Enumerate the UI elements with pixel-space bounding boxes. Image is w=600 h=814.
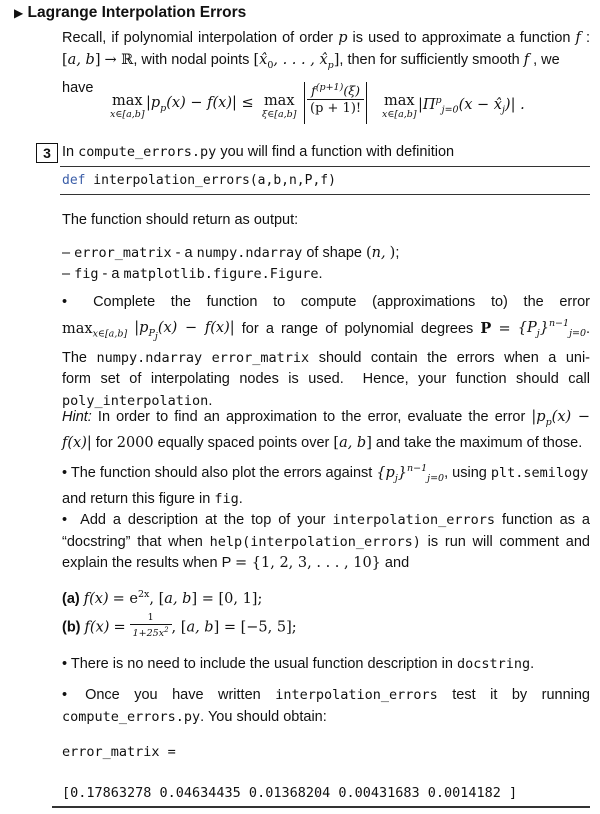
task-number-box: 3 [36, 143, 58, 163]
recall-line-1: Recall, if polynomial interpolation of order p is used to approximate a function f : [62, 30, 591, 46]
bullet-4: • There is no need to include the usual function description in docstring. [62, 656, 535, 672]
formula-fraction-abs [304, 82, 367, 124]
section-title: Lagrange Interpolation Errors [27, 4, 247, 21]
formula-max-3: max x∈[a,b] [382, 93, 417, 120]
triangle-marker-icon: ▶ [14, 6, 24, 20]
hint-paragraph [62, 407, 590, 455]
bullet-2-line-2: and return this figure in fig. [62, 491, 243, 508]
case-b-label: (b) [62, 619, 81, 636]
output-heading: The function should return as output: [62, 212, 299, 228]
bullet-5 [62, 685, 590, 728]
output-item-1: – error_matrix - a numpy.ndarray of shape (n, ); [62, 245, 400, 261]
case-b-fraction: $\frac{1}{1+25x^2}$ [130, 612, 172, 639]
task-file-name: compute_errors.py [78, 144, 217, 160]
output-item-2: – fig - a matplotlib.figure.Figure. [62, 266, 323, 282]
formula-fraction: $\frac{f^{(p+1)}(\xi)}{(p + 1)!}$ [307, 82, 364, 116]
bullet-3-line-2: “docstring” that when help(interpolation_errors) is run will comment and [62, 533, 590, 550]
task-intro: In compute_errors.py you will find a function with definition [62, 144, 455, 160]
bullet-5-line-2: compute_errors.py. You should obtain: [62, 708, 327, 725]
bullet-1-line-4: form set of interpolating nodes is used. Hence, your function should call [62, 371, 590, 388]
case-a: (a) $f(x) = e^{2x}$, [a, b] = [0, 1]; [62, 589, 263, 607]
bullet-1-line-2: $\max_{x\in[a,b]} |p_{P_j}(x) - f(x)|$ for a range of polynomial degrees $P = \{P_j\}^{n-1}_{j=0}$. [62, 318, 591, 343]
error-bound-formula [110, 80, 550, 128]
hint-line-2: f(x)| for 2000 equally spaced points over [a, b] and take the maximum of those. [62, 435, 583, 452]
output-list [62, 243, 399, 285]
code-bottom-rule [60, 194, 590, 195]
bottom-rule [52, 806, 590, 808]
result-label: error_matrix = [62, 744, 176, 760]
bullet-3 [62, 510, 590, 575]
formula-max-2: max ξ∈[a,b] [262, 93, 297, 120]
code-definition: def interpolation_errors(a,b,n,P,f) [62, 173, 336, 188]
bullet-3-line-1: • Add a description at the top of your interpolation_errors function as a [62, 512, 591, 528]
bullet-1 [62, 292, 590, 412]
recall-line-2: [a, b] → ℝ, with nodal points [$x̂_0$, . . . , $x̂_p$], then for sufficiently smooth f , we have [62, 52, 560, 96]
bullet-2 [62, 458, 590, 511]
bullet-1-line-1: • Complete the function to compute (approximations to) the error [62, 294, 590, 310]
case-a-label: (a) [62, 590, 80, 607]
bullet-5-line-1: • Once you have written interpolation_errors test it by running [62, 687, 590, 703]
section-heading [14, 4, 246, 22]
case-b: (b) f(x) = $\frac{1}{1+25x^2}$ , [a, b] = [−5, 5]; [62, 612, 297, 640]
bullet-3-line-3: explain the results when P = {1, 2, 3, . . . , 10} and [62, 555, 410, 571]
formula-max-1: max x∈[a,b] [110, 93, 145, 120]
formula-lhs: $|p_p(x) - f(x)|$ ≤ [146, 95, 254, 114]
bullet-1-line-3: The numpy.ndarray error_matrix should contain the errors when a uni- [62, 349, 591, 366]
bullet-1-line-5: poly_interpolation. [62, 392, 213, 409]
formula-rhs: $|\Pi^p_{j=0}(x$ − $x̂_j)|$ . [418, 95, 525, 116]
result-values: [0.17863278 0.04634435 0.01368204 0.00431683 0.0014182 ] [62, 785, 518, 801]
hint-line-1: Hint: In order to find an approximation to the error, evaluate the error $|p_p(x)$ − [62, 409, 590, 428]
bullet-2-line-1: • The function should also plot the errors against $\{p_j\}^{n-1}_{j=0}$, using plt.semilogy [62, 463, 589, 484]
code-top-rule [60, 166, 590, 167]
